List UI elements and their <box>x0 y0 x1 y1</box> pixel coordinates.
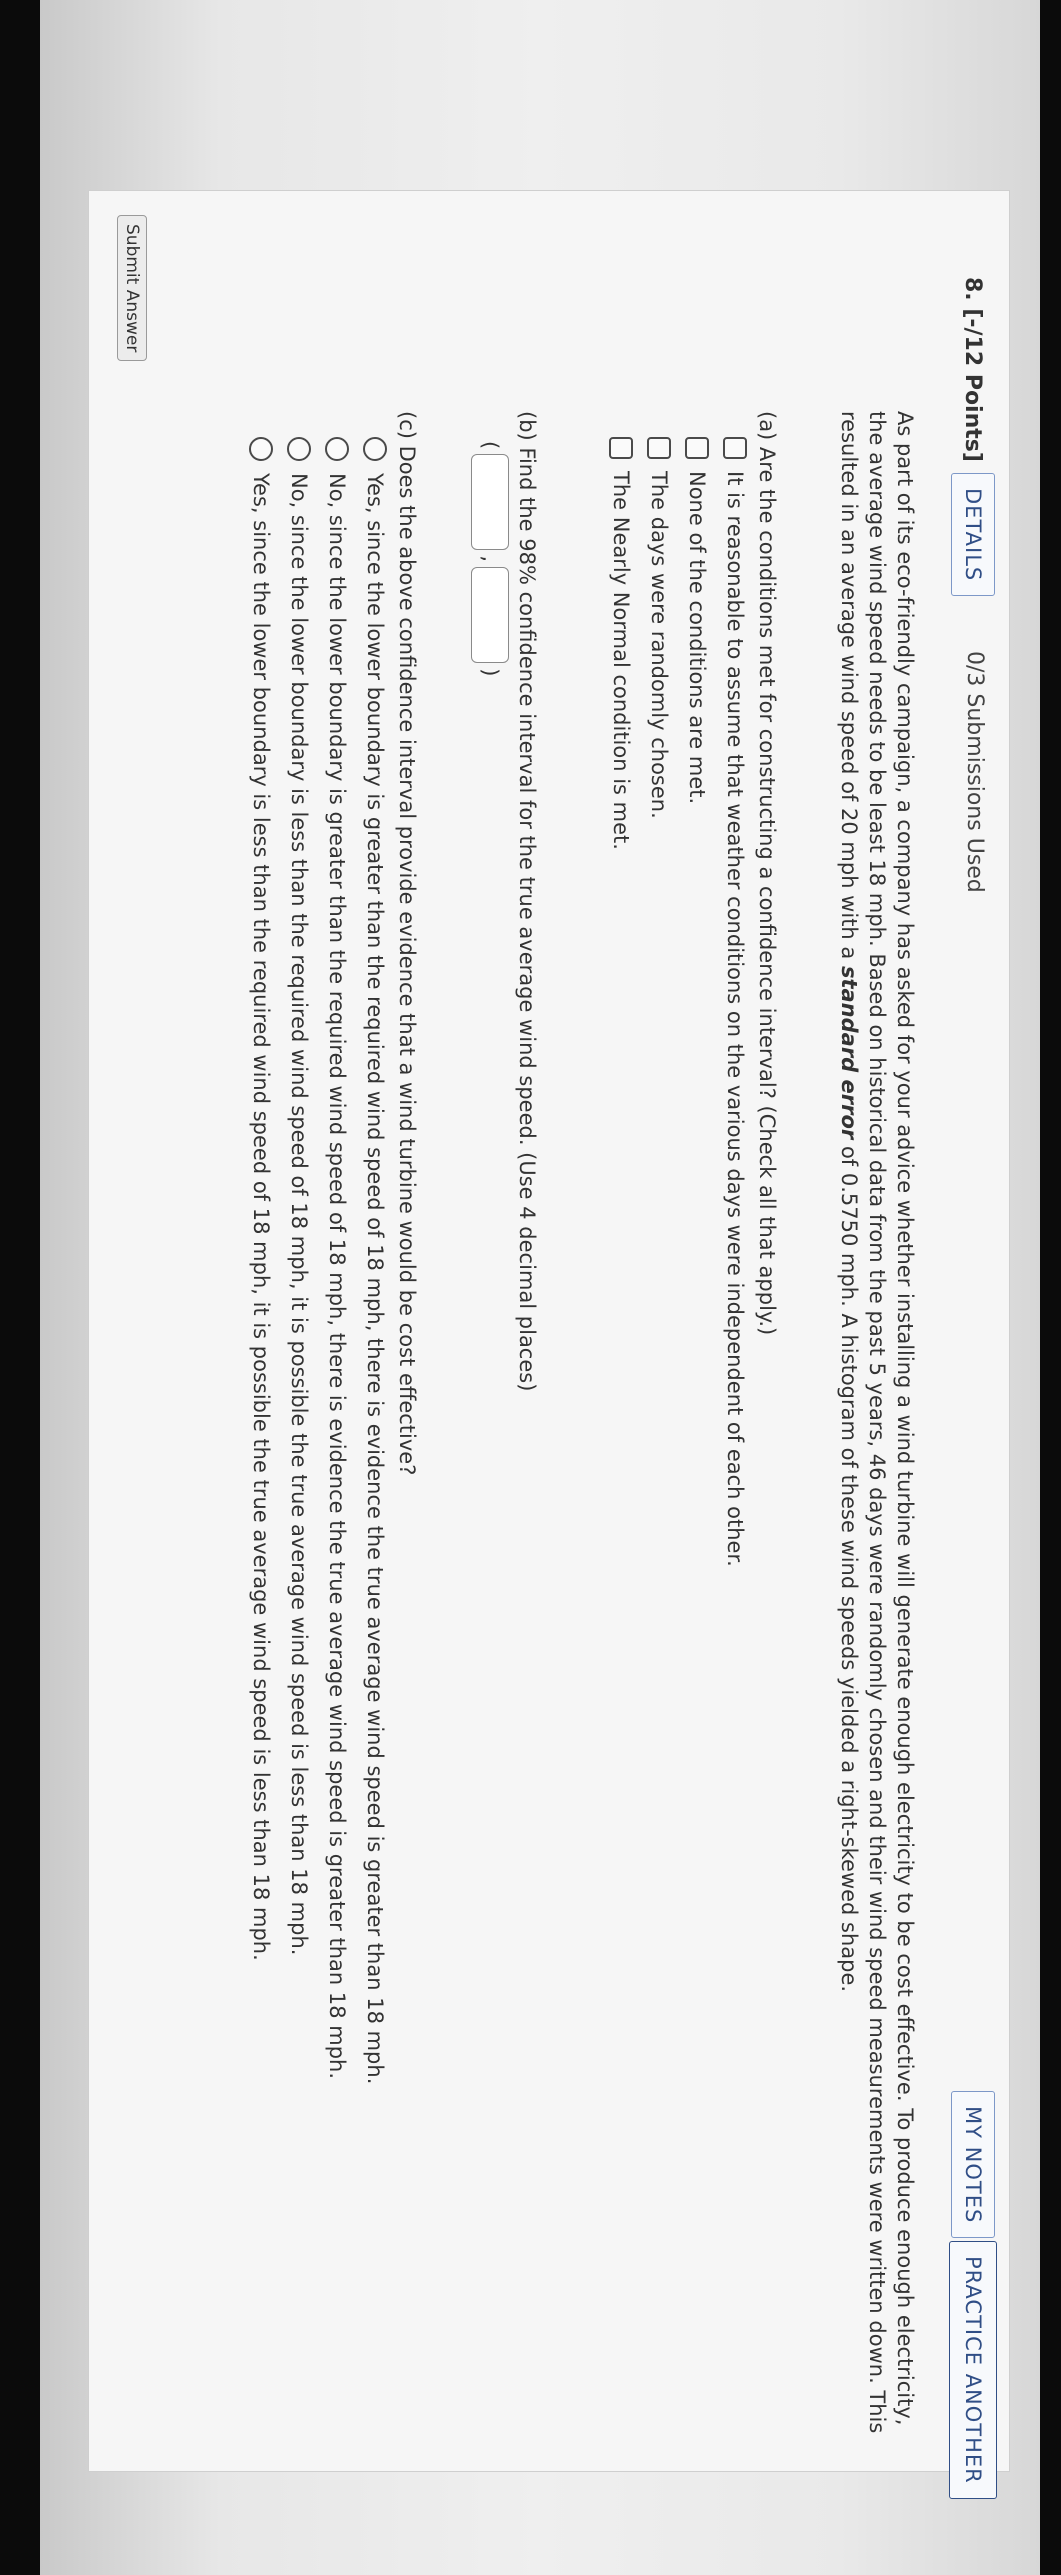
part-c-option[interactable] <box>325 437 349 2079</box>
part-c-option-label: No, since the lower boundary is less than the required wind speed of 18 mph, it is possible the true average wind speed is less than 18 mph. <box>287 473 311 1956</box>
part-c-question: (c) Does the above confidence interval provide evidence that a wind turbine would be cost effective? <box>395 411 419 1476</box>
comma: , <box>478 555 502 563</box>
close-paren: ) <box>478 668 502 677</box>
radio-button[interactable] <box>325 437 349 461</box>
part-c-option[interactable] <box>363 437 387 2084</box>
part-c-option[interactable] <box>287 437 311 1955</box>
part-a-option[interactable] <box>609 437 633 850</box>
part-c-option-label: Yes, since the lower boundary is less than the required wind speed of 18 mph, it is possible the true average wind speed is less than 18 mph. <box>249 473 273 1961</box>
part-a-option[interactable] <box>723 437 747 1567</box>
checkbox[interactable] <box>723 437 747 459</box>
part-a-option-label: None of the conditions are met. <box>685 471 709 805</box>
question-prompt <box>835 411 919 2451</box>
confidence-interval-inputs <box>471 441 509 676</box>
screen <box>40 0 1040 2575</box>
part-c-option-label: No, since the lower boundary is greater than the required wind speed of 18 mph, there is evidence the true average wind speed is greater than 18 mph. <box>325 473 349 2080</box>
upper-bound-input[interactable] <box>471 567 509 663</box>
part-a-option-label: The days were randomly chosen. <box>647 471 671 819</box>
radio-button[interactable] <box>363 437 387 461</box>
question-number-points: 8. [-/12 Points] <box>960 277 985 462</box>
question-page <box>40 0 1040 2575</box>
part-a-option[interactable] <box>685 437 709 804</box>
my-notes-button[interactable]: MY NOTES <box>951 2091 995 2238</box>
radio-button[interactable] <box>249 437 273 461</box>
part-a-option-label: The Nearly Normal condition is met. <box>609 471 633 850</box>
submit-answer-button[interactable]: Submit Answer <box>117 215 147 361</box>
checkbox[interactable] <box>647 437 671 459</box>
submissions-used: 0/3 Submissions Used <box>962 651 987 893</box>
prompt-text-before: As part of its eco-friendly campaign, a company has asked for your advice whether installing a wind turbine will generate enough electricity to be cost effective. To produce enough electricity, the average wind speed needs to be least 18 mph. Based on historical data from the past 5 years, 46 days were randomly chosen and their wind speed measurements were written down. This resulted in an average wind speed of 20 mph with a <box>837 411 917 2434</box>
prompt-emphasis: standard error <box>837 965 861 1140</box>
part-b-question: (b) Find the 98% confidence interval for the true average wind speed. (Use 4 decimal places) <box>515 411 539 1392</box>
question-card <box>88 190 1010 2484</box>
part-a-option[interactable] <box>647 437 671 819</box>
checkbox[interactable] <box>609 437 633 459</box>
part-c-option-label: Yes, since the lower boundary is greater than the required wind speed of 18 mph, there is evidence the true average wind speed is greater than 18 mph. <box>363 473 387 2085</box>
part-c-option[interactable] <box>249 437 273 1961</box>
open-paren: ( <box>478 441 502 450</box>
part-a-question: (a) Are the conditions met for constructing a confidence interval? (Check all that apply.) <box>755 411 779 1336</box>
lower-bound-input[interactable] <box>471 454 509 550</box>
practice-another-button[interactable]: PRACTICE ANOTHER <box>949 2241 997 2499</box>
radio-button[interactable] <box>287 437 311 461</box>
checkbox[interactable] <box>685 437 709 459</box>
details-button[interactable]: DETAILS <box>951 473 995 596</box>
prompt-text-after: of 0.5750 mph. A histogram of these wind speeds yielded a right-skewed shape. <box>837 1139 861 1993</box>
part-a-option-label: It is reasonable to assume that weather conditions on the various days were independent of each other. <box>723 471 747 1567</box>
